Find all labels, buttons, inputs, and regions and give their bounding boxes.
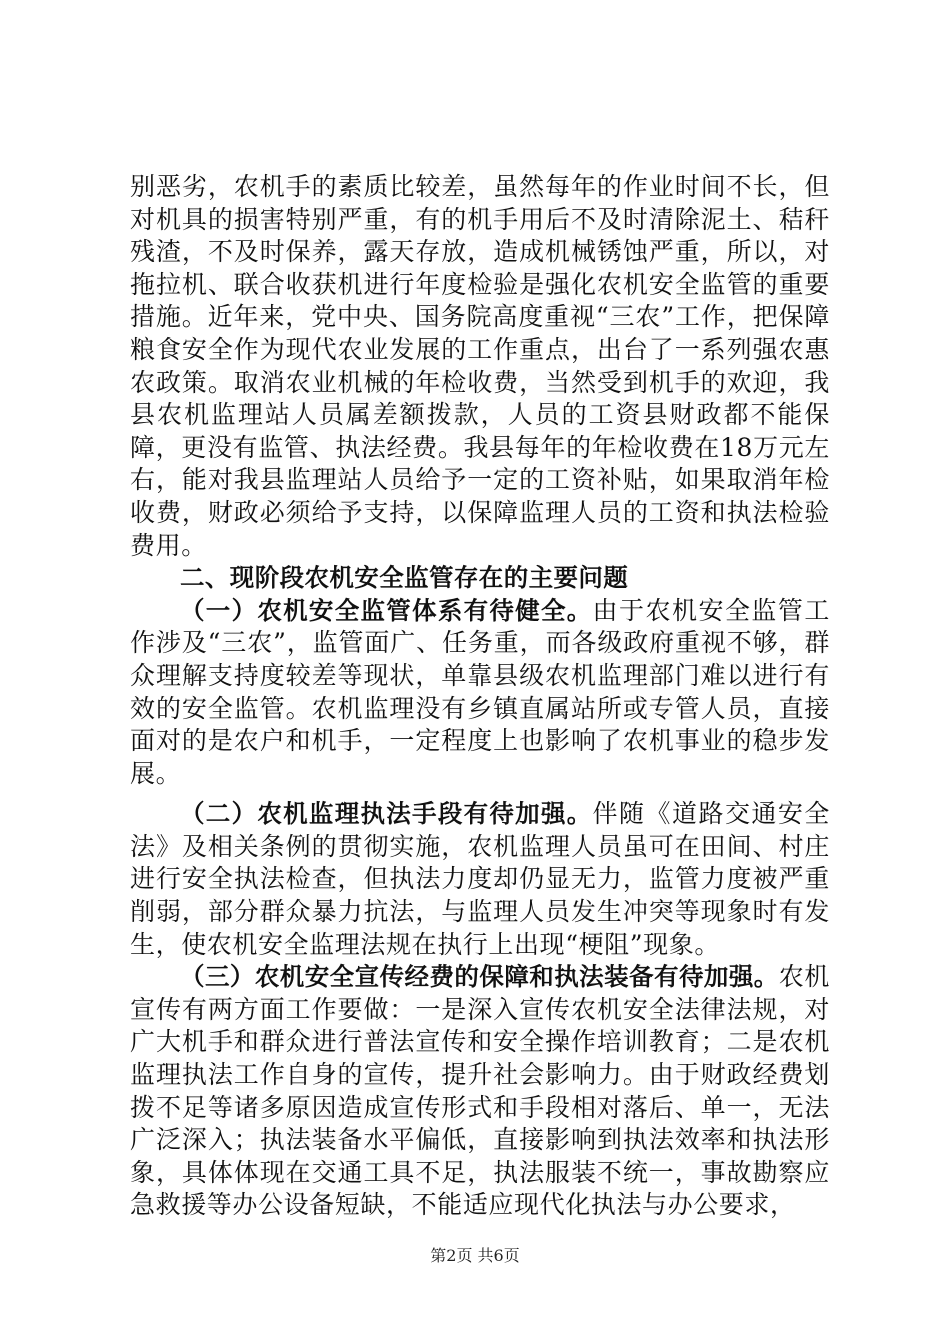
document-body <box>130 171 830 1222</box>
issue-3-text: 农机宣传有两方面工作要做：一是深入宣传农机安全法律法规，对广大机手和群众进行普法宣传和安全操作培训教育；二是农机监理执法工作自身的宣传，提升社会影响力。由于财政经费划拨不足等诸多原因造成宣传形式和手段相对落后、单一，无法广泛深入；执法装备水平偏低，直接影响到执法效率和执法形象，具体体现在交通工具不足，执法服装不统一，事故勘察应急救援等办公设备短缺，不能适应现代化执法与办公要求， <box>130 962 830 1220</box>
paragraph-issue-3 <box>130 961 830 1222</box>
page-footer: 第2页 共6页 <box>430 1246 520 1265</box>
paragraph-issue-1 <box>130 595 830 791</box>
issue-3-heading: （三）农机安全宣传经费的保障和执法装备有待加强。 <box>180 962 779 992</box>
issue-2-heading: （二）农机监理执法手段有待加强。 <box>180 799 593 829</box>
issue-1-heading: （一）农机安全监管体系有待健全。 <box>180 595 593 625</box>
paragraph-issue-2 <box>130 798 830 961</box>
paragraph-continuation: 别恶劣，农机手的素质比较差，虽然每年的作业时间不长，但对机具的损害特别严重，有的机手用后不及时清除泥土、秸秆残渣，不及时保养，露天存放，造成机械锈蚀严重，所以，对拖拉机、联合收获机进行年度检验是强化农机安全监管的重要措施。近年来，党中央、国务院高度重视“三农”工作，把保障粮食安全作为现代农业发展的工作重点，出台了一系列强农惠农政策。取消农业机械的年检收费，当然受到机手的欢迎，我县农机监理站人员属差额拨款，人员的工资县财政都不能保障，更没有监管、执法经费。我县每年的年检收费在18万元左右，能对我县监理站人员给予一定的工资补贴，如果取消年检收费，财政必须给予支持，以保障监理人员的工资和执法检验费用。 <box>130 172 830 560</box>
issue-2-text: 伴随《道路交通安全法》及相关条例的贯彻实施，农机监理人员虽可在田间、村庄进行安全执法检查，但执法力度却仍显无力，监管力度被严重削弱，部分群众暴力抗法，与监理人员发生冲突等现象时有发生，使农机安全监理法规在执行上出现“梗阻”现象。 <box>130 799 830 959</box>
section-heading: 二、现阶段农机安全监管存在的主要问题 <box>180 563 629 593</box>
issue-1-text: 由于农机安全监管工作涉及“三农”，监管面广、任务重，而各级政府重视不够，群众理解支持度较差等现状，单靠县级农机监理部门难以进行有效的安全监管。农机监理没有乡镇直属站所或专管人员，直接面对的是农户和机手，一定程度上也影响了农机事业的稳步发展。 <box>130 595 830 788</box>
